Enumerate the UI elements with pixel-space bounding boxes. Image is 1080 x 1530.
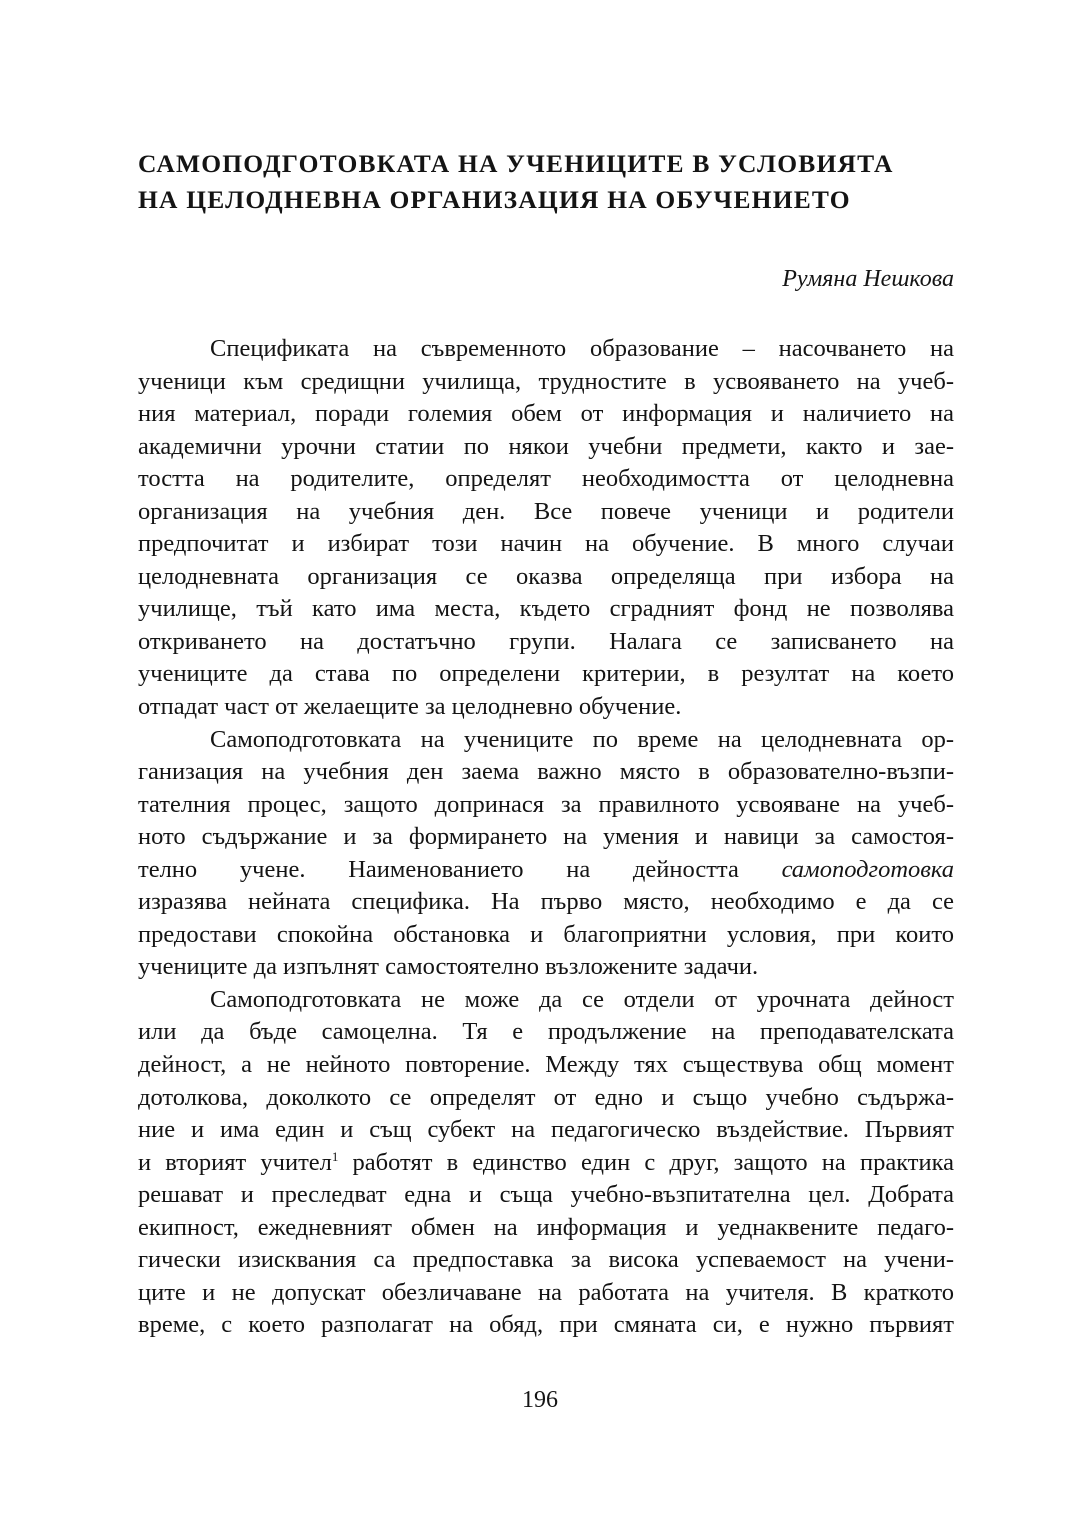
- author-name: Румяна Нешкова: [782, 266, 954, 292]
- text-line: [138, 1147, 954, 1180]
- text-line: академични урочни статии по някои учебни предмети, както и зае-: [138, 432, 954, 460]
- text-line: организация на учебния ден. Все повече ученици и родители: [138, 497, 954, 525]
- text-line: ния материал, поради големия обем от информация и наличието на: [138, 400, 954, 428]
- text-line: изразява нейната специфика. На първо място, необходимо е да се: [138, 888, 954, 916]
- article-body: [138, 333, 954, 1342]
- text-line: ученици към средищни училища, трудностите в усвояването на учеб-: [138, 367, 954, 395]
- footnote-reference[interactable]: 1: [331, 1148, 339, 1164]
- text-line: [138, 854, 954, 887]
- text-line: решават и преследват една и съща учебно-възпитателна цел. Добрата: [138, 1181, 954, 1209]
- text-fragment: и вторият учител: [138, 1148, 332, 1176]
- text-line: ганизация на учебния ден заема важно място в образователно-възпи-: [138, 758, 954, 786]
- text-line: училище, тъй като има места, където сградният фонд не позволява: [138, 595, 954, 623]
- text-fragment: работят в единство един с друг, защото на практика: [338, 1148, 954, 1176]
- text-line: целодневната организация се оказва определяща при избора на: [138, 562, 954, 590]
- title-line: НА ЦЕЛОДНЕВНА ОРГАНИЗАЦИЯ НА ОБУЧЕНИЕТО: [138, 185, 851, 214]
- text-line: дейност, а не нейното повторение. Между тях съществува общ момент: [138, 1051, 954, 1079]
- text-line: предпочитат и избират този начин на обучение. В много случаи: [138, 530, 954, 558]
- text-line: ците и не допускат обезличаване на работата на учителя. В краткото: [138, 1278, 954, 1306]
- text-line: дотолкова, доколкото се определят от едно и също учебно съдържа-: [138, 1083, 954, 1111]
- text-line: учениците да става по определени критерии, в резултат на което: [138, 660, 954, 688]
- text-fragment: телно учене. Наименованието на дейността: [138, 855, 739, 883]
- text-line: или да бъде самоцелна. Тя е продължение на преподавателската: [138, 1018, 954, 1046]
- text-line: отпадат част от желаещите за целодневно обучение.: [138, 693, 682, 721]
- paragraph: [138, 984, 954, 1342]
- text-line: учениците да изпълнят самостоятелно възложените задачи.: [138, 953, 759, 981]
- text-line: Самоподготовката не може да се отдели от урочната дейност: [210, 985, 954, 1013]
- text-line: гически изисквания са предпоставка за висока успеваемост на учени-: [138, 1246, 954, 1274]
- text-line: екипност, ежедневният обмен на информация и уеднаквените педаго-: [138, 1213, 954, 1241]
- text-line: предостави спокойна обстановка и благоприятни условия, при които: [138, 920, 954, 948]
- text-line: ното съдържание и за формирането на умения и навици за самостоя-: [138, 823, 954, 851]
- page-number: 196: [522, 1387, 558, 1413]
- paragraph: [138, 724, 954, 984]
- text-line: тателния процес, защото допринася за правилното усвояване на учеб-: [138, 790, 954, 818]
- text-line: ние и има един и същ субект на педагогическо въздействие. Първият: [138, 1116, 954, 1144]
- text-line: Самоподготовката на учениците по време на целодневната ор-: [210, 725, 954, 753]
- text-line: време, с което разполагат на обяд, при смяната си, е нужно първият: [138, 1311, 954, 1339]
- emphasized-term: самоподготовка: [781, 855, 954, 883]
- title-line: САМОПОДГОТОВКАТА НА УЧЕНИЦИТЕ В УСЛОВИЯТА: [138, 149, 894, 178]
- text-line: Спецификата на съвременното образование – насочването на: [210, 335, 954, 362]
- text-line: откриването на достатъчно групи. Налага се записването на: [138, 627, 954, 655]
- paragraph: [138, 333, 954, 724]
- text-line: тостта на родителите, определят необходимостта от целодневна: [138, 465, 954, 493]
- article-title: [138, 146, 958, 218]
